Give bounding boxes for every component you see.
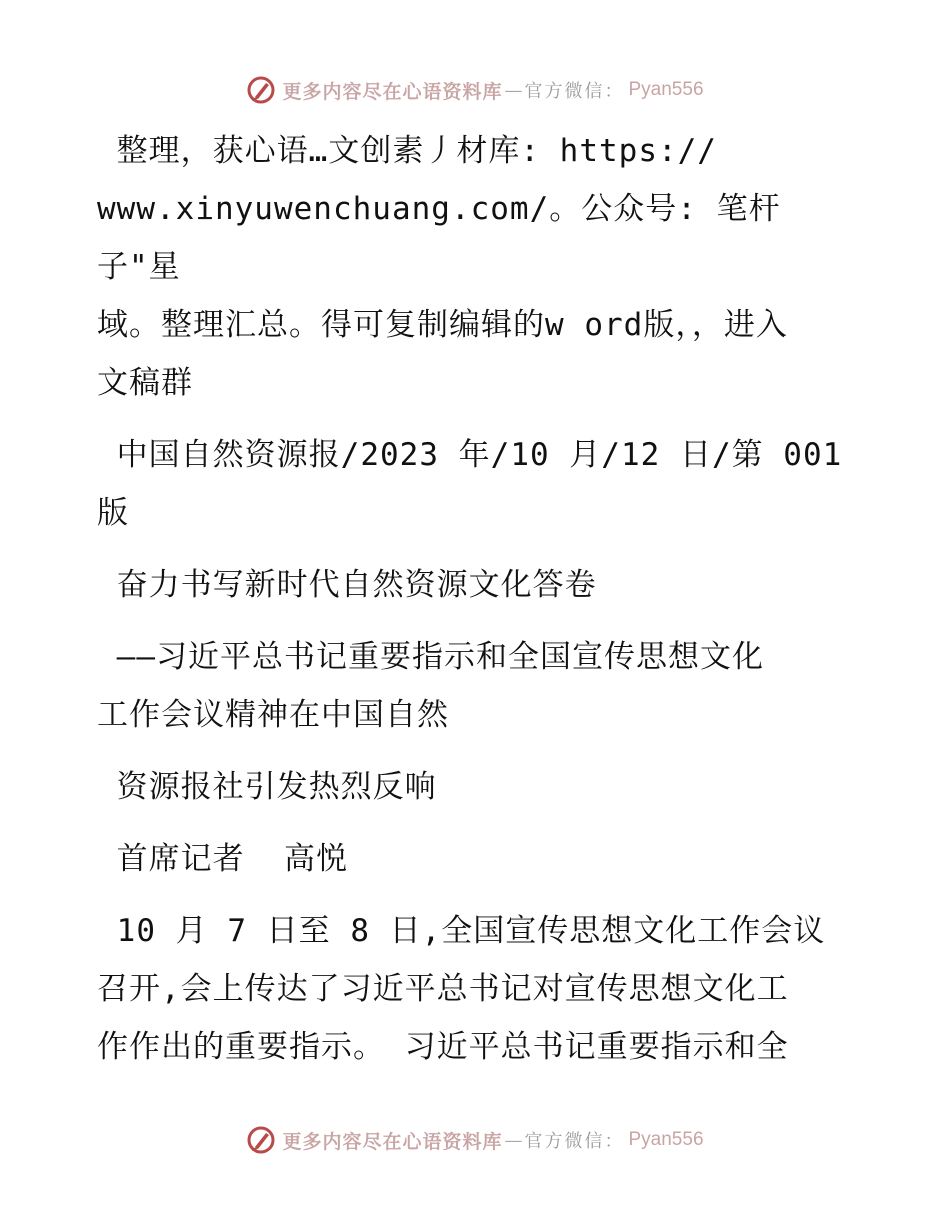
article-byline: 首席记者 高悦 [97, 841, 348, 877]
article-subtitle: ——习近平总书记重要指示和全国宣传思想文化 工作会议精神在中国自然 [97, 639, 764, 733]
paragraph-source: 中国自然资源报/2023 年/10 月/12 日/第 001 版 [97, 437, 843, 531]
article-subtitle-continued: 资源报社引发热烈反响 [97, 769, 437, 805]
watermark-wechat-id: Pyan556 [628, 1129, 704, 1150]
quill-pen-logo-icon [246, 75, 276, 105]
header-watermark [0, 70, 950, 110]
article-body-paragraph: 10 月 7 日至 8 日,全国宣传思想文化工作会议 召开,会上传达了习近平总书记对宣传思想文化工 作作出的重要指示。 习近平总书记重要指示和全 [97, 913, 826, 1065]
quill-pen-logo-icon [246, 1125, 276, 1155]
article-title: 奋力书写新时代自然资源文化答卷 [97, 567, 597, 603]
watermark-site-text: 更多内容尽在心语资料库 [282, 80, 503, 103]
watermark-wechat-label: 官方微信： [524, 81, 625, 102]
footer-watermark [0, 1120, 950, 1160]
watermark-dash: — [504, 1129, 523, 1151]
watermark-wechat-id: Pyan556 [628, 79, 704, 100]
watermark-wechat-label: 官方微信： [524, 1131, 625, 1152]
watermark-dash: — [504, 79, 523, 101]
paragraph-intro: 整理，获心语…文创素丿材库: https:// www.xinyuwenchuang.com/。公众号: 笔杆子"星 域。整理汇总。得可复制编辑的w ord版，，进入 文稿群 [97, 133, 788, 401]
document-body [97, 122, 857, 1090]
watermark-site-text: 更多内容尽在心语资料库 [282, 1130, 503, 1153]
